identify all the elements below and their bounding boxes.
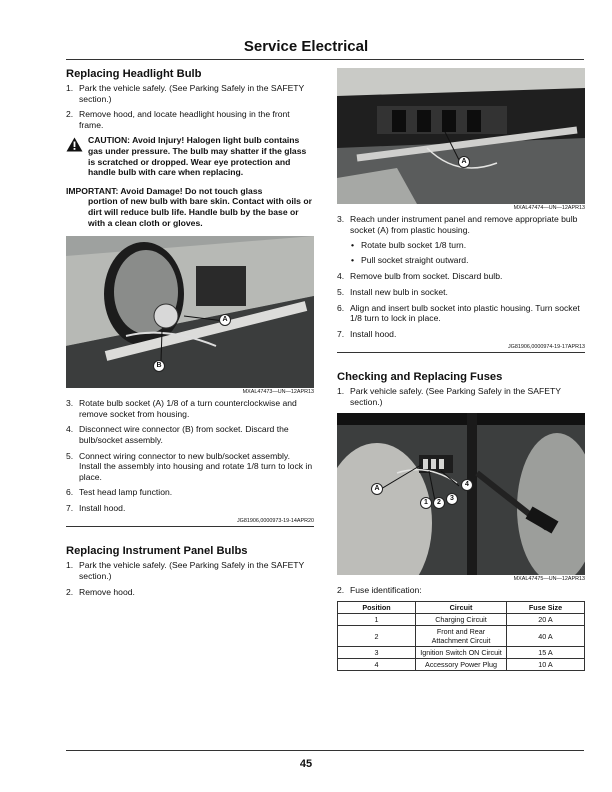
- step-number: 4.: [337, 271, 345, 282]
- instrument-heading: Replacing Instrument Panel Bulbs: [66, 545, 248, 558]
- bullet-icon: •: [351, 240, 355, 251]
- list-item: [66, 503, 314, 514]
- step-text: Install hood.: [350, 328, 397, 339]
- list-item: [351, 255, 585, 266]
- list-item: [66, 424, 314, 445]
- important-note: [66, 186, 314, 228]
- step-text: Connect wiring connector to new bulb/socket assembly. Install the assembly into housing and rotate 1/8 turn to lock in place.: [79, 450, 313, 482]
- list-item: [337, 585, 585, 596]
- table-cell: Charging Circuit: [416, 614, 507, 626]
- headlight-heading: Replacing Headlight Bulb: [66, 68, 202, 80]
- table-cell: Ignition Switch ON Circuit: [416, 647, 507, 659]
- fuses-step-2: [337, 585, 585, 596]
- step-number: 2.: [66, 109, 74, 120]
- callout-4: 4: [461, 479, 473, 491]
- list-item: [337, 271, 585, 282]
- step-text: Reach under instrument panel and remove appropriate bulb socket (A) from plastic housing.: [350, 214, 578, 235]
- step-number: 1.: [66, 83, 74, 93]
- instrument-steps-a: [66, 560, 314, 597]
- left-column: [66, 68, 314, 602]
- list-item: [66, 83, 314, 104]
- table-cell: 40 A: [507, 626, 585, 647]
- instrument-steps-b: [337, 271, 585, 339]
- callout-b: B: [153, 360, 165, 372]
- step-text: Disconnect wire connector (B) from socket. Discard the bulb/socket assembly.: [79, 424, 289, 445]
- list-item: [66, 587, 314, 598]
- list-item: [66, 560, 314, 581]
- list-item: [337, 386, 585, 407]
- callout-3: 3: [446, 493, 458, 505]
- column-header-position: Position: [338, 602, 416, 614]
- step-text: Fuse identification:: [350, 584, 422, 595]
- caution-block: [66, 135, 314, 177]
- header-rule: [66, 59, 584, 60]
- step-number: 4.: [66, 424, 74, 435]
- headlight-steps-b: [66, 398, 314, 513]
- table-header-row: [338, 602, 585, 614]
- instrument-bullets: [351, 240, 585, 265]
- right-column: [337, 68, 585, 671]
- important-label: IMPORTANT: Avoid Damage! Do not touch glass: [66, 185, 263, 196]
- table-row: [338, 659, 585, 671]
- table-cell: Accessory Power Plug: [416, 659, 507, 671]
- reference-code: JG81906,0000973-19-14APR20: [236, 518, 314, 525]
- list-item: [66, 487, 314, 498]
- warning-triangle-icon: [66, 135, 88, 177]
- section-rule: [66, 526, 314, 527]
- step-number: 6.: [337, 302, 345, 313]
- list-item: [337, 214, 585, 235]
- step-text: Park the vehicle safely. (See Parking Safely in the SAFETY section.): [79, 560, 305, 582]
- list-item: [337, 329, 585, 340]
- table-cell: 4: [338, 659, 416, 671]
- list-item: [66, 109, 314, 130]
- table-cell: 3: [338, 647, 416, 659]
- step-number: 7.: [337, 328, 345, 339]
- callout-a: A: [219, 314, 231, 326]
- list-item: [351, 240, 585, 251]
- column-header-circuit: Circuit: [416, 602, 507, 614]
- list-item: [337, 287, 585, 298]
- step-text: Remove bulb from socket. Discard bulb.: [350, 271, 503, 282]
- step-text: Park the vehicle safely. (See Parking Safely in the SAFETY section.): [79, 83, 305, 104]
- step-text: Remove hood, and locate headlight housing in the front frame.: [79, 109, 290, 130]
- step-number: 5.: [66, 450, 74, 461]
- bullet-icon: •: [351, 254, 355, 265]
- instrument-panel-photo: [337, 68, 585, 204]
- image-id: MXAL47474—UN—12APR13: [513, 205, 585, 211]
- fuse-photo: [337, 413, 585, 575]
- list-item: [66, 451, 314, 483]
- table-row: [338, 647, 585, 659]
- step-number: 5.: [337, 286, 345, 297]
- bullet-text: Pull socket straight outward.: [361, 254, 469, 265]
- step-number: 2.: [66, 586, 74, 597]
- step-text: Rotate bulb socket (A) 1/8 of a turn counterclockwise and remove socket from housing.: [79, 398, 297, 419]
- reference-code: JG81906,0000974-19-17APR13: [507, 344, 585, 351]
- headlight-photo: [66, 236, 314, 388]
- table-cell: 10 A: [507, 659, 585, 671]
- callout-1: 1: [420, 497, 432, 509]
- callout-2: 2: [433, 497, 445, 509]
- fuse-table: [337, 601, 585, 671]
- image-id: MXAL47473—UN—12APR13: [242, 389, 314, 396]
- headlight-steps-a: [66, 83, 314, 130]
- bullet-text: Rotate bulb socket 1/8 turn.: [361, 240, 467, 251]
- step-text: Remove hood.: [79, 586, 135, 597]
- callout-a: A: [371, 483, 383, 495]
- fuses-step-1: [337, 386, 585, 407]
- step-number: 2.: [337, 584, 345, 595]
- list-item: [337, 303, 585, 324]
- step-text: Install hood.: [79, 502, 126, 513]
- callout-a: A: [458, 156, 470, 168]
- table-cell: Front and Rear Attachment Circuit: [416, 626, 507, 647]
- step-number: 1.: [66, 560, 74, 571]
- step-text: Align and insert bulb socket into plastic housing. Turn socket 1/8 turn to lock in place.: [350, 302, 580, 324]
- table-row: [338, 626, 585, 647]
- table-cell: 15 A: [507, 647, 585, 659]
- step-number: 1.: [337, 386, 345, 397]
- column-header-fuse-size: Fuse Size: [507, 602, 585, 614]
- image-id: MXAL47475—UN—12APR13: [513, 575, 585, 582]
- table-row: [338, 614, 585, 626]
- table-cell: 2: [338, 626, 416, 647]
- instrument-step-3: [337, 214, 585, 235]
- step-number: 7.: [66, 502, 74, 513]
- fuses-heading: Checking and Replacing Fuses: [337, 371, 503, 384]
- step-number: 3.: [337, 214, 345, 224]
- step-text: Test head lamp function.: [79, 487, 173, 498]
- page-number: 45: [299, 758, 313, 770]
- table-cell: 1: [338, 614, 416, 626]
- important-text: portion of new bulb with bare skin. Contact with oils or dirt will reduce bulb life. Handle bulb by the base or with a clean cloth or gloves.: [88, 196, 312, 228]
- step-text: Park vehicle safely. (See Parking Safely in the SAFETY section.): [350, 386, 561, 407]
- list-item: [66, 398, 314, 419]
- step-number: 6.: [66, 487, 74, 498]
- page-title: Service Electrical: [243, 38, 369, 55]
- footer-rule: [66, 750, 584, 751]
- step-text: Install new bulb in socket.: [350, 286, 448, 297]
- step-number: 3.: [66, 398, 74, 409]
- caution-text: CAUTION: Avoid Injury! Halogen light bulb contains gas under pressure. The bulb may shatter if the glass is scratched or dropped. Wear eye protection and handle bulb with care when replacing.: [88, 135, 307, 178]
- table-cell: 20 A: [507, 614, 585, 626]
- section-rule: [337, 352, 585, 353]
